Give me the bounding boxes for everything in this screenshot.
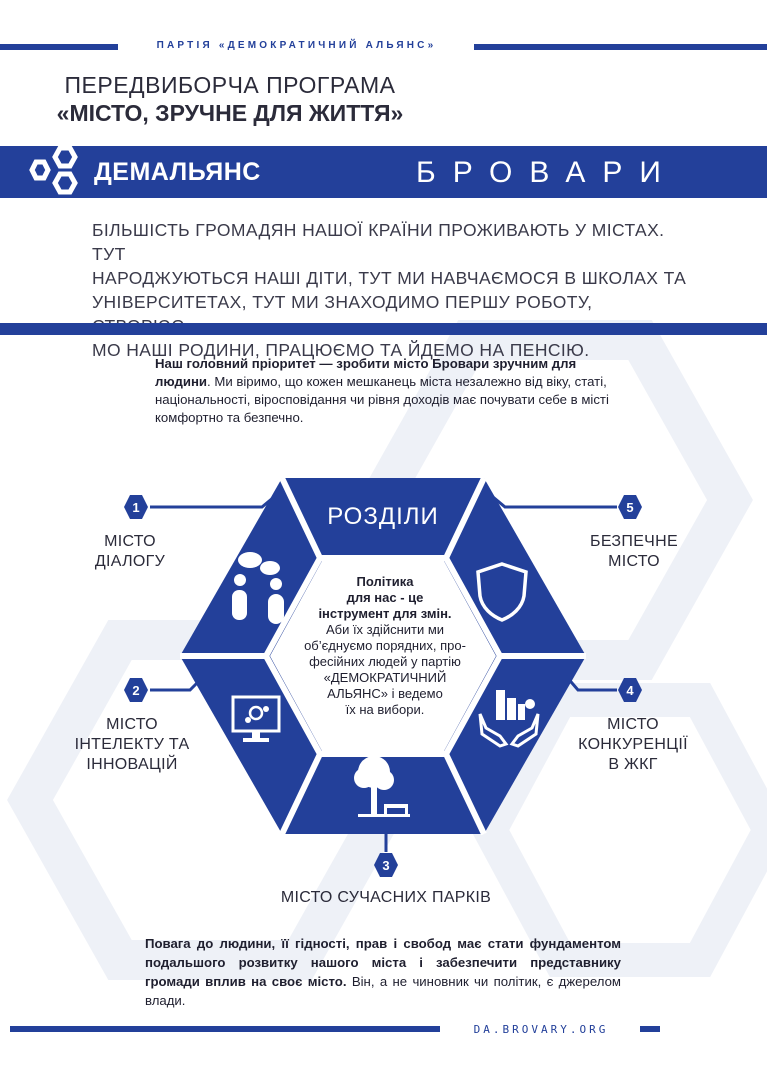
program-title: ПЕРЕДВИБОРЧА ПРОГРАМА [64,72,396,98]
center-line: їх на вибори. [345,702,425,717]
category-line: ДІАЛОГУ [94,553,166,570]
center-bold-line: Політика [356,574,414,589]
park-tree-icon [350,752,420,822]
logo-text: ДЕМАЛЬЯНС [94,158,261,186]
category-line: МІСТО [607,716,659,733]
intro-line: УНІВЕРСИТЕТАХ, ТУТ МИ ЗНАХОДИМО ПЕРШУ РОБОТУ, [92,292,593,312]
center-line: «ДЕМОКРАТИЧНИЙ [323,670,447,685]
sections-title: РОЗДІЛИ [327,503,439,530]
closing-rest: Він, а не чиновник чи політик, є джерелом влади. [145,974,621,1008]
footer-url[interactable]: DA.BROVARY.ORG [473,1023,609,1036]
footer-rule-right [640,1026,660,1032]
badge-number: 3 [382,858,390,873]
intro-line: МО НАШІ РОДИНИ, ПРАЦЮЄМО ТА ЙДЕМО НА ПЕНСІЮ. [92,340,590,360]
badge-4 [617,677,643,703]
badge-5 [617,494,643,520]
category-housing [560,715,706,775]
center-bold-line: інструмент для змін. [318,606,452,621]
badge-number: 5 [626,500,634,515]
center-line: фесійних людей у партію [309,654,461,669]
category-line: МІСТО [608,553,660,570]
center-bold-line: для нас - це [346,590,424,605]
footer-rule-left [10,1026,440,1032]
category-intellect [52,715,212,775]
badge-number: 1 [132,500,140,515]
program-subtitle: «МІСТО, ЗРУЧНЕ ДЛЯ ЖИТТЯ» [56,100,404,126]
category-line: МІСТО [106,716,158,733]
priority-bold: Наш головний пріоритет — зробити місто Бровари зручним для людини [155,356,577,389]
category-dialogue [70,532,190,572]
badge-3 [373,852,399,878]
category-safe [574,532,694,572]
closing-bold: Повага до людини, її гідності, прав і свобод має стати фундаментом подальшого розвитку нашого міста і забезпечити представнику громади вплив на своє місто. [145,936,621,989]
center-line: об’єднуємо порядних, про- [304,638,466,653]
category-line: ІННОВАЦІЙ [86,756,178,773]
badge-number: 4 [626,683,634,698]
category-line: МІСТО [104,533,156,550]
computer-innovation-icon [230,694,282,746]
intro-line: НАРОДЖУЮТЬСЯ НАШІ ДІТИ, ТУТ МИ НАВЧАЄМОСЯ В ШКОЛАХ ТА [92,268,687,288]
party-name: ПАРТІЯ «ДЕМОКРАТИЧНИЙ АЛЬЯНС» [156,40,437,51]
category-line: В ЖКГ [608,756,658,773]
priority-rest: . Ми віримо, що кожен мешканець міста незалежно від віку, статі, національності, віросповідання чи рівня доходів має почувати себе в місті комфортно та безпечно. [155,374,609,425]
center-line: Аби їх здійснити ми [325,622,445,637]
closing-paragraph [145,934,621,1010]
center-description [282,574,488,718]
badge-1 [123,494,149,520]
category-parks [236,888,536,908]
category-line: КОНКУРЕНЦІЇ [578,736,688,753]
badge-2 [123,677,149,703]
intro-line: БІЛЬШІСТЬ ГРОМАДЯН НАШОЇ КРАЇНИ ПРОЖИВАЮТЬ У МІСТАХ. ТУТ [92,220,665,264]
category-line: БЕЗПЕЧНЕ [590,533,678,550]
center-line: АЛЬЯНС» і ведемо [327,686,443,701]
city-name: БРОВАРИ [416,156,678,189]
badge-number: 2 [132,683,140,698]
category-line: ІНТЕЛЕКТУ ТА [74,736,190,753]
category-line: МІСТО СУЧАСНИХ ПАРКІВ [280,889,492,906]
